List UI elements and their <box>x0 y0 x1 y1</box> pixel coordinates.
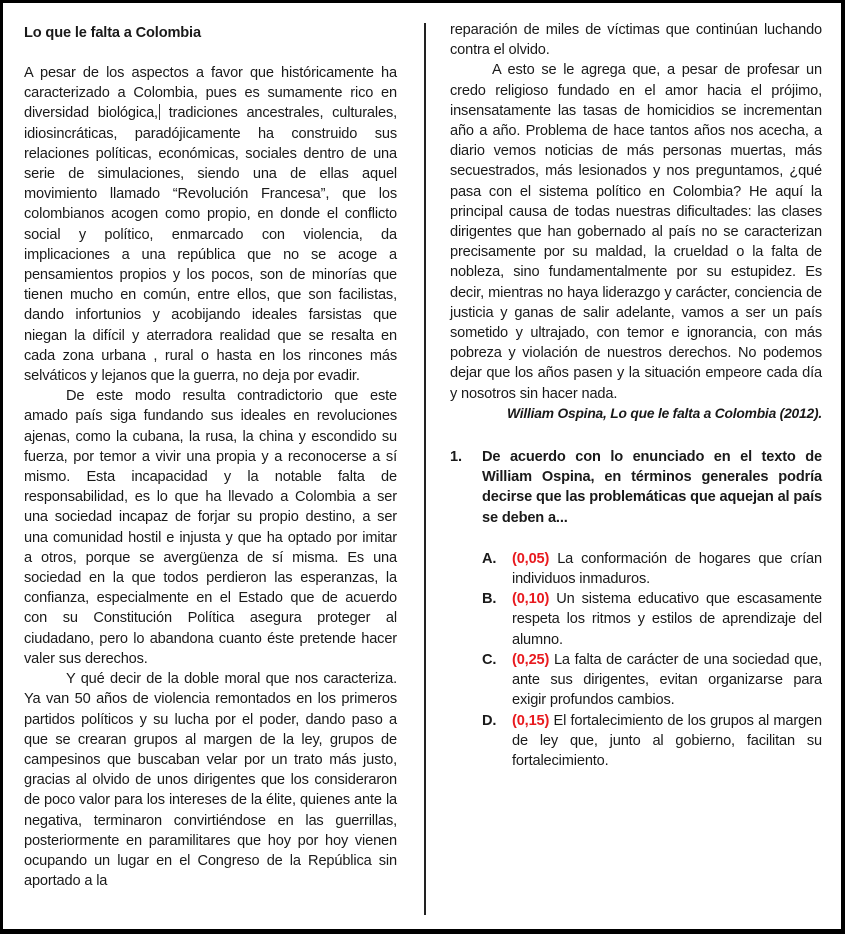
option-text: La conformación de hogares que crían individuos inmaduros. <box>512 550 822 588</box>
left-column <box>24 20 397 891</box>
option-text: El fortalecimiento de los grupos al margen de ley que, junto al gobierno, facilitan su fortalecimiento. <box>512 712 822 769</box>
option-score: (0,05) <box>512 550 550 567</box>
option-score: (0,10) <box>512 591 550 608</box>
option-text: La falta de carácter de una sociedad que, ante sus dirigentes, evitan organizarse para exigir profundos cambios. <box>512 651 822 709</box>
option-text: Un sistema educativo que escasamente respeta los ritmos y estilos de aprendizaje del alumno. <box>512 591 822 648</box>
question-number: 1. <box>450 449 462 466</box>
option-letter: B. <box>482 591 497 608</box>
option-score: (0,25) <box>512 651 550 668</box>
answer-options <box>450 549 822 771</box>
option-letter: A. <box>482 550 497 567</box>
document-title: Lo que le falta a Colombia <box>24 25 201 41</box>
option-score: (0,15) <box>512 712 550 729</box>
option-letter: C. <box>482 651 497 668</box>
option-b <box>482 589 822 650</box>
right-column <box>450 20 822 771</box>
paragraph-3: Y qué decir de la doble moral que nos caracteriza. Ya van 50 años de violencia remontados en los primeros partidos políticos y su lucha por el poder, dando paso a que se crearan grupos al margen de la ley, grupos de campesinos que buscaban velar por un trato más justo, gracias al olvido de unos dirigentes que los consideraron de poco valor para los intereses de la élite, quienes ante la negativa, terminaron convirtiéndose en las guerrillas, posteriormente en paramilitares que hoy por hoy vienen ocupando un lugar en el Congreso de la República sin aportado a la <box>24 671 397 890</box>
option-a <box>482 549 822 589</box>
option-d <box>482 711 822 772</box>
question-text: De acuerdo con lo enunciado en el texto de William Ospina, en términos generales podría decirse que las problemáticas que aquejan al país se deben a... <box>482 449 822 526</box>
paragraph-4: A esto se le agrega que, a pesar de profesar un credo religioso fundado en el amor hacia el prójimo, insensatamente las tasas de homicidios se incrementan año a año. Problema de hace tantos años nos acecha, a diario vemos noticias de más personas muertas, más secuestrados, más lesionados y nos preguntamos, ¿qué pasa con el sistema político en Colombia? He aquí la principal causa de todas nuestras dificultades: las clases dirigentes que han gobernado al país no se caracterizan precisamente por su maldad, la crueldad o la falta de nobleza, sino fundamentalmente por su estupidez. Es decir, mientras no haya liderazgo y carácter, conciencia de justicia y ganas de salir adelante, vamos a ser un país sometido y ultrajado, con temor e ignorancia, con más pobreza y violación de nuestros derechos. No podemos dejar que los años pasen y la situación empeore cada día y nosotros sin hacer nada. <box>450 62 822 402</box>
paragraph-1: A pesar de los aspectos a favor que históricamente ha caracterizado a Colombia, pues es sumamente rico en diversidad biológica, tradiciones ancestrales, culturales, idiosincráticas, paradójicamente ha construido sus relaciones políticas, económicas, sociales dentro de una serie de simulaciones, siendo una de ellas aquel movimiento llamado “Revolución Francesa”, que los colombianos acogen como propio, en donde el conflicto social y político, enmarcado con violencia, da implicaciones a una república que no se acoge a pensamientos propios y los pocos, son de minorías que tienen mucho en común, entre ellos, que son facilistas, dando infortunios y acobijando ideales farsistas que niegan la difícil y aterradora realidad que se resalta en cada zona urbana , rural o hasta en los rincones más selváticos y lejanos que la guerra, no deja por evadir. <box>24 65 397 385</box>
paragraph-2: De este modo resulta contradictorio que este amado país siga fundando sus ideales en revoluciones ajenas, como la cubana, la rusa, la china y escondido su fuerza, por temor a vivir una propia y a reconocerse a sí mismo. Esta incapacidad y la notable falta de responsabilidad, es lo que ha llevado a Colombia a ser una sociedad incapaz de forjar su propio destino, a ser una comunidad hostil e injusta y que ha optado por imitar a otros, porque se avergüenza de sí misma. Es una sociedad en la que todos perdieron las esperanzas, la confianza, especialmente en el Estado que de acuerdo con su Constitución Política asegura proteger al ciudadano, pero lo abandona cuanto éste pretende hacer valer sus derechos. <box>24 388 397 667</box>
paragraph-3-continued: reparación de miles de víctimas que continúan luchando contra el olvido. <box>450 22 822 59</box>
attribution: William Ospina, Lo que le falta a Colombia (2012). <box>507 405 822 421</box>
option-c <box>482 650 822 711</box>
question-1 <box>450 447 822 528</box>
option-letter: D. <box>482 712 497 729</box>
column-divider <box>424 23 426 915</box>
